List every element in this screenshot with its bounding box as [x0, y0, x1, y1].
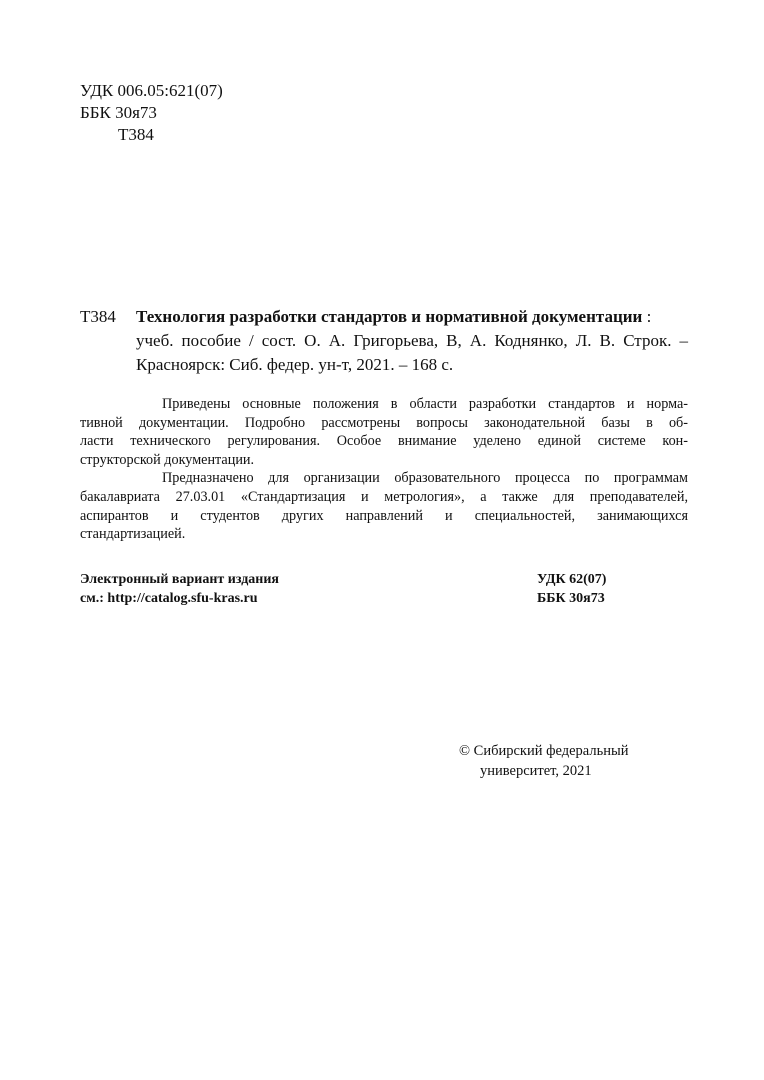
title-separator: : — [642, 307, 652, 326]
electronic-version-label: Электронный вариант издания — [80, 572, 279, 587]
abstract-line: стандартизацией. — [80, 526, 186, 543]
author-mark: Т384 — [118, 125, 154, 144]
entry-mark: Т384 — [80, 307, 116, 326]
abstract-paragraph-2 — [80, 469, 688, 543]
bbk-code: ББК 30я73 — [80, 103, 157, 122]
abstract-line: бакалавриата 27.03.01 «Стандартизация и метрология», а также для преподавателей, — [80, 488, 688, 505]
abstract — [80, 395, 688, 544]
udk-code: УДК 006.05:621(07) — [80, 81, 223, 100]
bottom-bbk-code: ББК 30я73 — [537, 591, 605, 606]
abstract-paragraph-1 — [80, 395, 688, 469]
abstract-line: ласти технического регулирования. Особое внимание уделено единой системе кон- — [80, 433, 688, 450]
abstract-line: Приведены основные положения в области разработки стандартов и норма- — [162, 396, 688, 412]
bottom-udk-code: УДК 62(07) — [537, 572, 607, 587]
bib-entry-line-2: учеб. пособие / сост. О. А. Григорьева, В, А. Коднянко, Л. В. Строк. – — [136, 331, 688, 350]
abstract-line: структорской документации. — [80, 451, 255, 468]
catalog-link[interactable]: см.: http://catalog.sfu-kras.ru — [80, 591, 258, 606]
copyright-line-2: университет, 2021 — [480, 763, 592, 779]
abstract-line: Предназначено для организации образовательного процесса по программам — [162, 470, 688, 487]
abstract-line: тивной документации. Подробно рассмотрены вопросы законодательной базы в об- — [80, 414, 688, 431]
bib-entry-line-1 — [136, 305, 688, 328]
abstract-line: аспирантов и студентов других направлений и специальностей, занимающихся — [80, 507, 688, 524]
book-title: Технология разработки стандартов и нормативной документации — [136, 307, 643, 326]
copyright-line-1: © Сибирский федеральный — [459, 743, 629, 759]
bib-entry-line-3: Красноярск: Сиб. федер. ун-т, 2021. – 168 с. — [136, 355, 454, 374]
